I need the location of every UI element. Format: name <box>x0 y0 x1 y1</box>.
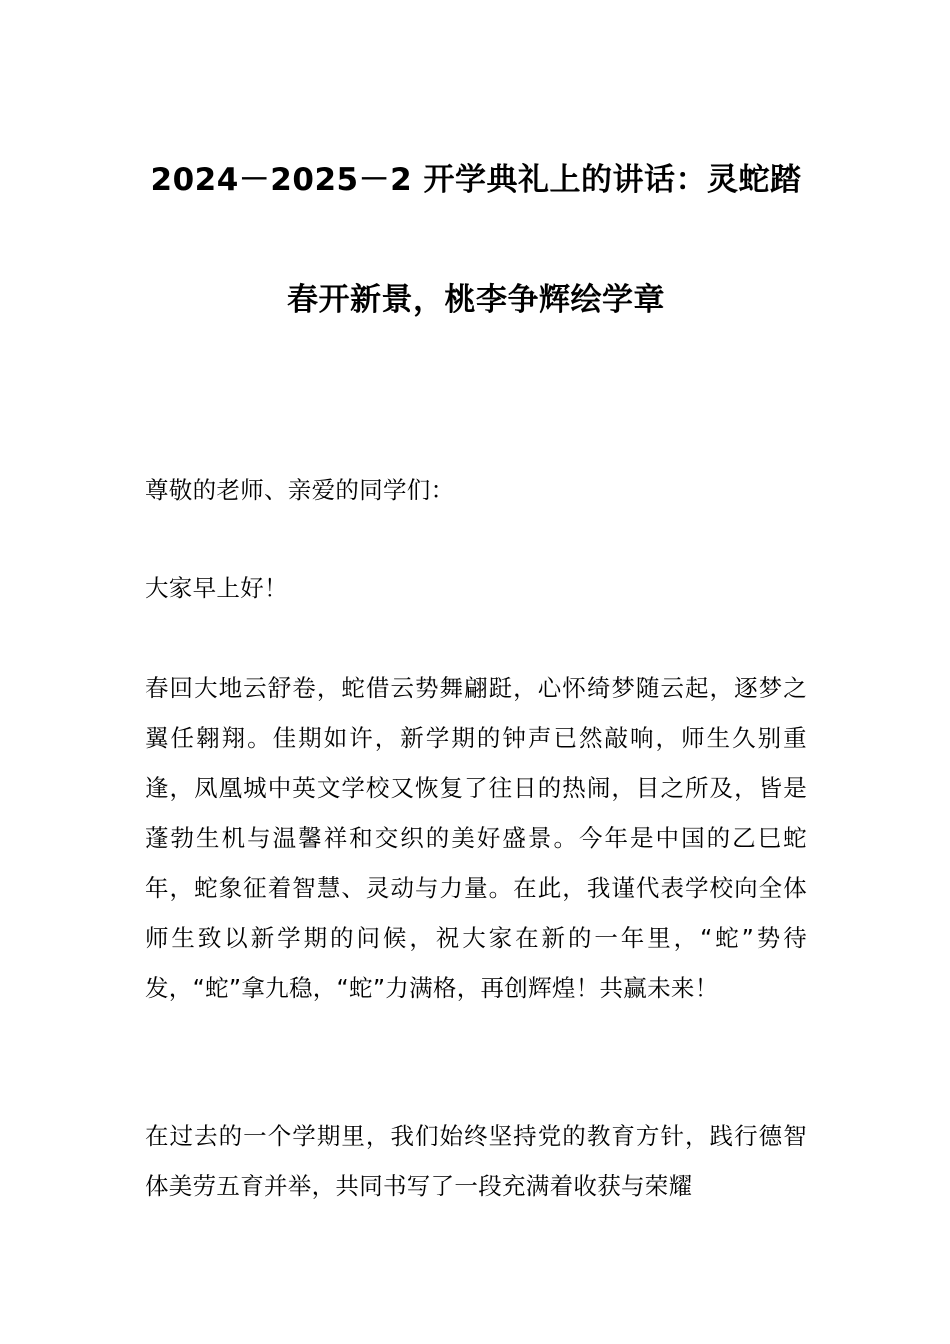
greeting: 大家早上好！ <box>145 574 288 602</box>
paragraph-2: 在过去的一个学期里，我们始终坚持党的教育方针，践行德智体美劳五育并举，共同书写了一段充满着收获与荣耀 <box>145 1122 807 1200</box>
paragraph-1: 春回大地云舒卷，蛇借云势舞翩跹，心怀绮梦随云起，逐梦之翼任翱翔。佳期如许，新学期的钟声已然敲响，师生久别重逢，凤凰城中英文学校又恢复了往日的热闹，目之所及，皆是蓬勃生机与温馨祥和交织的美好盛景。今年是中国的乙巳蛇年，蛇象征着智慧、灵动与力量。在此，我谨代表学校向全体师生致以新学期的问候，祝大家在新的一年里，“蛇”势待发，“蛇”拿九稳，“蛇”力满格，再创辉煌！共赢未来！ <box>145 674 807 1002</box>
title-line-2: 春开新景，桃李争辉绘学章 <box>287 282 665 318</box>
salutation: 尊敬的老师、亲爱的同学们： <box>145 476 455 504</box>
title-line-1: 2024－2025－2 开学典礼上的讲话：灵蛇踏 <box>150 162 802 198</box>
